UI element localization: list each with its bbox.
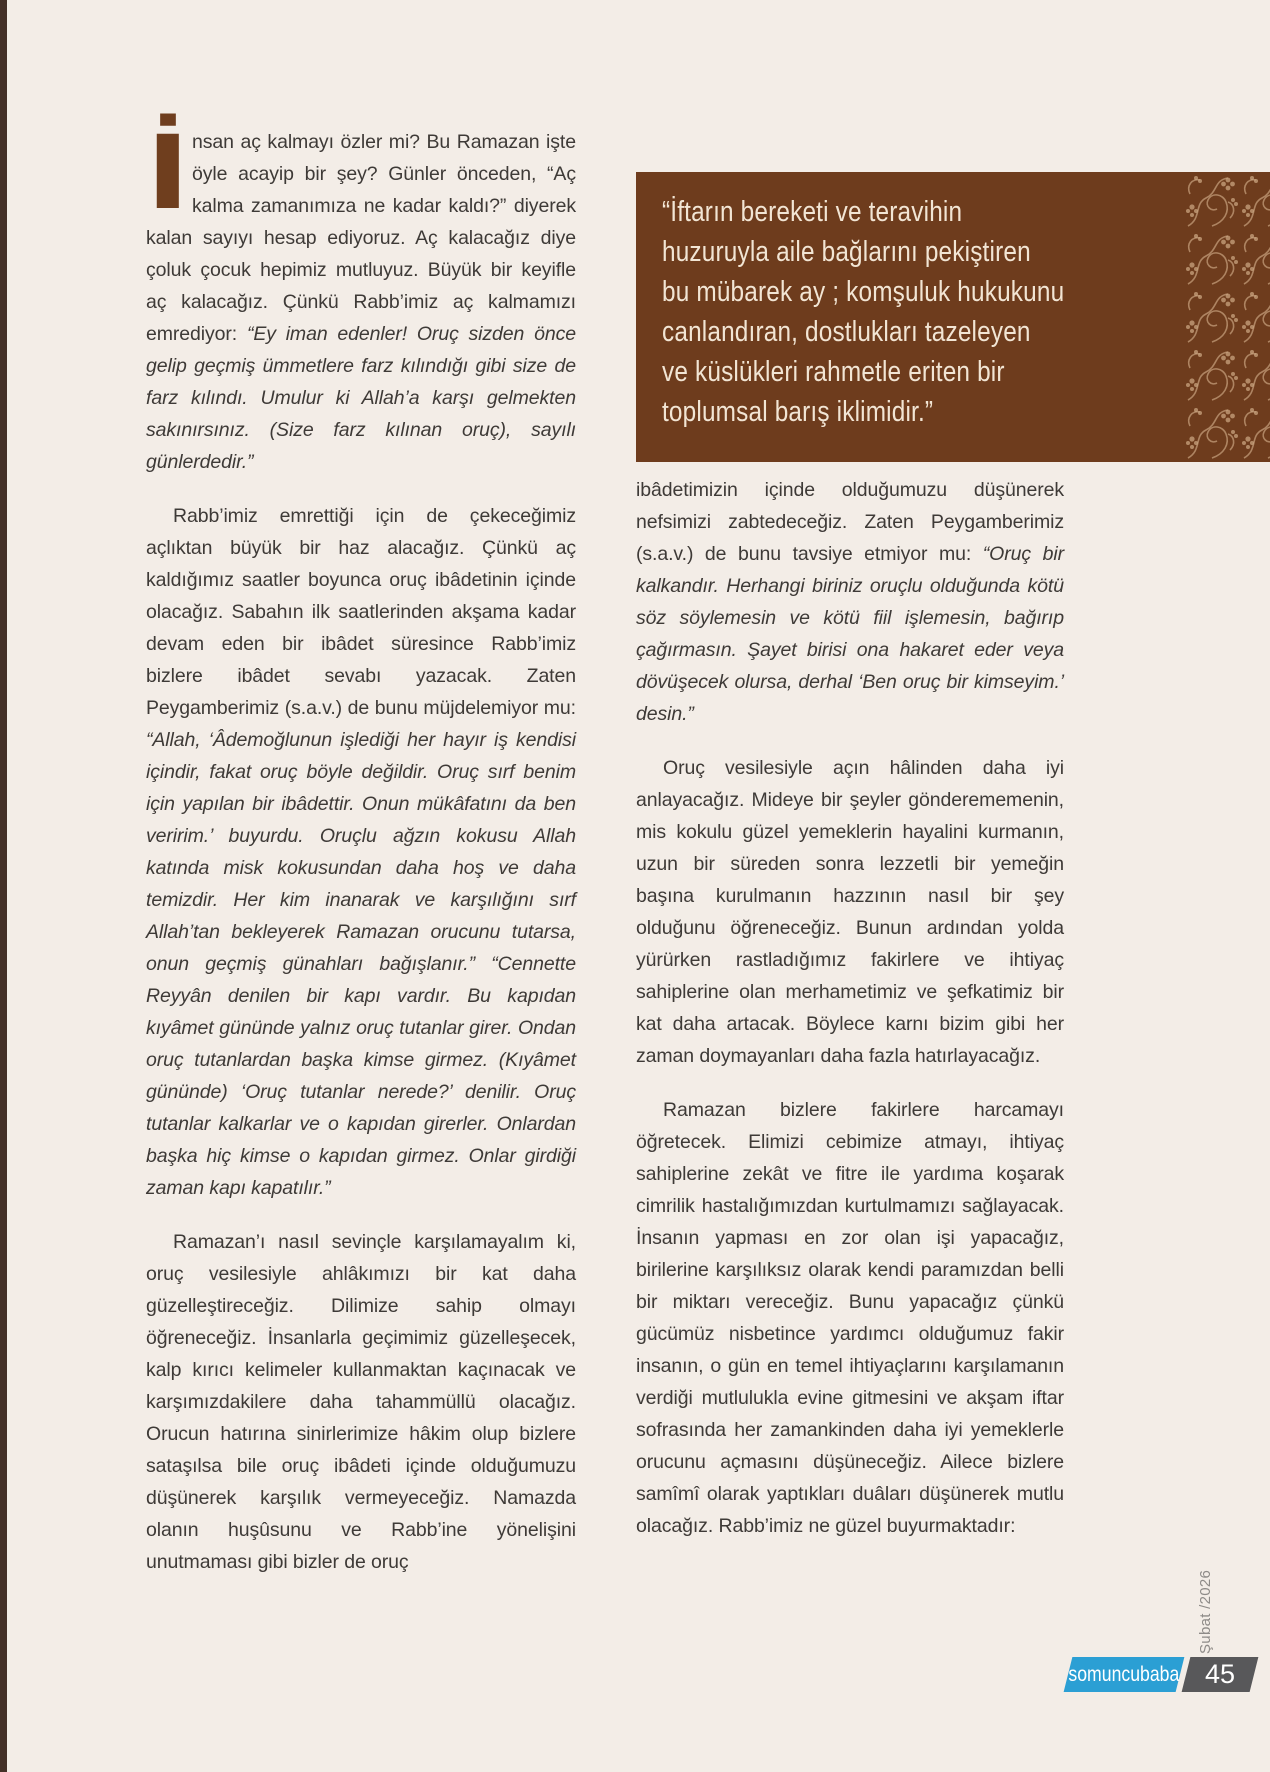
body-text: nsan aç kalmayı özler mi? Bu Ramazan işte öyle acayip bir şey? Günler önceden, “Aç kalma zamanımıza ne kadar kaldı?” diyerek kalan sayıyı hesap ediyoruz. Aç kalacağız diye çoluk çocuk hepimiz mutluyuz. Büyük bir keyifle aç kalacağız. Çünkü Rabb’imiz aç kalmamızı emrediyor: <box>146 131 576 345</box>
pull-quote-line: bu mübarek ay ; komşuluk hukukunu <box>662 276 1065 308</box>
body-text: Ramazan bizlere fakirlere harcamayı öğretecek. Elimizi cebimize atmayı, ihtiyaç sahiplerine zekât ve fitre ile yardıma koşarak cimrilik hastalığımızdan kurtulmamızı sağlayacak. İnsanın yapması en zor olan işi yapacağız, birilerine karşılıksız olarak kendi paramızdan belli bir miktarı vereceğiz. Bunu yapacağız çünkü gücümüz nisbetince yardımcı olduğumuz fakir insanın, o gün en temel ihtiyaçlarını karşılamanın verdiği mutlulukla evine gitmesini ve akşam iftar sofrasında her zamankinden daha iyi yemeklerle orucunu açmasını düşüneceğiz. Ailece bizlere samîmî olarak yaptıkları duâları düşünerek mutlu olacağız. Rabb’imiz ne güzel buyurmaktadır: <box>636 1099 1064 1537</box>
hadith-quote-text: “Oruç bir kalkandır. Herhangi biriniz oruçlu olduğunda kötü söz söylemesin ve kötü fiil işlemesin, bağırıp çağırmasın. Şayet birisi ona hakaret eder veya dövüşecek olursa, derhal ‘Ben oruç bir kimseyim.’ desin.” <box>636 543 1064 725</box>
paragraph <box>636 752 1064 1072</box>
pull-quote-line: huzuruyla aile bağlarını pekiştiren <box>662 236 1031 268</box>
pull-quote-line: toplumsal barış iklimidir.” <box>662 396 934 428</box>
body-text: Ramazan’ı nasıl sevinçle karşılamayalım ki, oruç vesilesiyle ahlâkımızı bir kat daha güzelleştireceğiz. Dilimize sahip olmayı öğreneceğiz. İnsanlarla geçimimiz güzelleşecek, kalp kırıcı kelimeler kullanmaktan kaçınacak ve karşımızdakilere daha tahammüllü olacağız. Orucun hatırına sinirlerimize hâkim olup bizlere sataşılsa bile oruç ibâdeti içinde olduğumuzu düşünerek karşılık vermeyeceğiz. Namazda olanın huşûsunu ve Rabb’ine yönelişini unutmaması gibi bizler de oruç <box>146 1231 576 1573</box>
page-number-badge <box>1182 1657 1259 1692</box>
page-number: 45 <box>1204 1659 1236 1689</box>
paragraph <box>146 500 576 1204</box>
pull-quote-text <box>662 192 1132 432</box>
pull-quote-line: ve küslükleri rahmetle eriten bir <box>662 356 1005 388</box>
brand-badge <box>1064 1657 1185 1692</box>
drop-cap: İ <box>146 114 190 233</box>
paragraph <box>146 1226 576 1578</box>
footer <box>1068 1657 1254 1692</box>
paragraph <box>636 1094 1064 1542</box>
page-edge-strip <box>0 0 7 1772</box>
pull-quote-line: canlandıran, dostlukları tazeleyen <box>662 316 1031 348</box>
floral-pattern <box>1184 172 1270 462</box>
edition-label: Şubat /2026 <box>1197 1569 1214 1654</box>
article-column-left <box>146 114 576 1578</box>
pull-quote-line: “İftarın bereketi ve teravihin <box>662 196 963 228</box>
pull-quote-box <box>636 172 1270 462</box>
paragraph-intro <box>146 114 576 478</box>
paragraph <box>636 474 1064 730</box>
article-column-right <box>636 474 1064 1542</box>
body-text: Oruç vesilesiyle açın hâlinden daha iyi anlayacağız. Mideye bir şeyler gönderememenin, mis kokulu güzel yemeklerin hayalini kurmanın, uzun bir süreden sonra lezzetli bir yemeğin başına kurulmanın hazzının nasıl bir şey olduğunu öğreneceğiz. Bunun ardından yolda yürürken rastladığımız fakirlere ve ihtiyaç sahiplerine olan merhametimiz ve şefkatimiz bir kat daha artacak. Böylece karnı bizim gibi her zaman doymayanları daha fazla hatırlayacağız. <box>636 757 1064 1067</box>
body-text: ibâdetimizin içinde olduğumuzu düşünerek nefsimizi zabtedeceğiz. Zaten Peygamberimiz (s.a.v.) de bunu tavsiye etmiyor mu: <box>636 479 1064 565</box>
body-text: Rabb’imiz emrettiği için de çekeceğimiz açlıktan büyük bir haz alacağız. Çünkü aç kaldığımız saatler boyunca oruç ibâdetinin içinde olacağız. Sabahın ilk saatlerinden akşama kadar devam eden bir ibâdet süresince Rabb’imiz bizlere ibâdet sevabı yazacak. Zaten Peygamberimiz (s.a.v.) de bunu müjdelemiyor mu: <box>146 505 576 719</box>
quran-quote-text: “Ey iman edenler! Oruç sizden önce gelip geçmiş ümmetlere farz kılındığı gibi size de farz kılındı. Umulur ki Allah’a karşı gelmekten sakınırsınız. (Size farz kılınan oruç), sayılı günlerdedir.” <box>146 323 576 473</box>
hadith-quote-text: “Allah, ‘Âdemoğlunun işlediği her hayır iş kendisi içindir, fakat oruç böyle değildir. Oruç sırf benim için yapılan bir ibâdettir. Onun mükâfatını da ben veririm.’ buyurdu. Oruçlu ağzın kokusu Allah katında misk kokusundan daha hoş ve daha temizdir. Her kim inanarak ve karşılığını sırf Allah’tan bekleyerek Ramazan orucunu tutarsa, onun geçmiş günahları bağışlanır.” “Cennette Reyyân denilen bir kapı vardır. Bu kapıdan kıyâmet gününde yalnız oruç tutanlar girer. Ondan oruç tutanlardan başka kimse girmez. (Kıyâmet gününde) ‘Oruç tutanlar nerede?’ denilir. Oruç tutanlar kalkarlar ve o kapıdan girerler. Onlardan başka hiç kimse o kapıdan girmez. Onlar girdiği zaman kapı kapatılır.” <box>146 729 576 1199</box>
brand-name: somuncubaba <box>1068 1662 1180 1686</box>
